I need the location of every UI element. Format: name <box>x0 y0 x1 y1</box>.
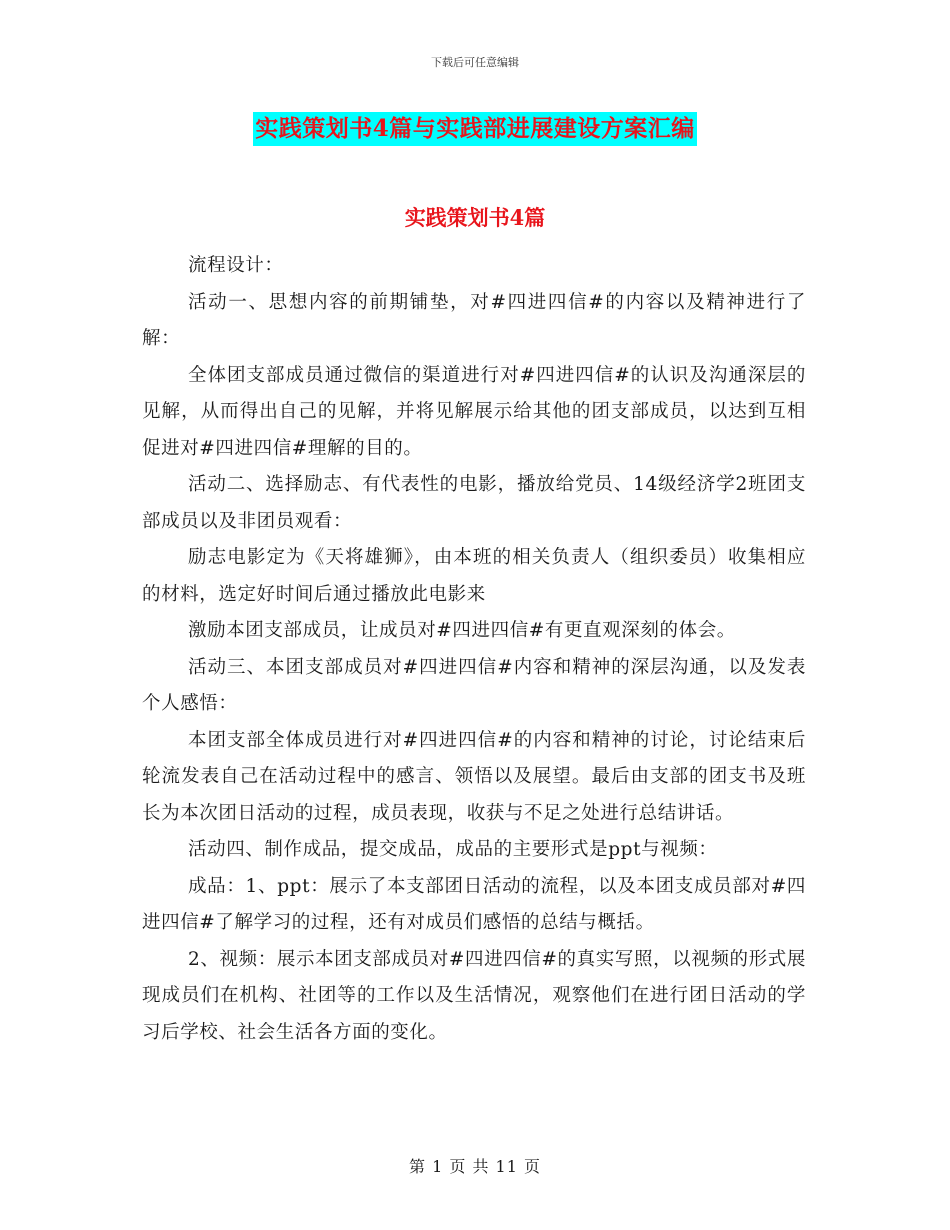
page-number: 第 1 页 共 11 页 <box>409 1157 541 1176</box>
paragraph: 活动一、思想内容的前期铺垫，对#四进四信#的内容以及精神进行了解： <box>142 291 806 349</box>
paragraph: 成品：1、ppt：展示了本支部团日活动的流程，以及本团支成员部对#四进四信#了解学习的过程，还有对成员们感悟的总结与概括。 <box>142 875 806 933</box>
document-body <box>142 248 806 1051</box>
document-title-text: 实践策划书4篇与实践部进展建设方案汇编 <box>253 112 697 146</box>
paragraph: 全体团支部成员通过微信的渠道进行对#四进四信#的认识及沟通深层的见解，从而得出自己的见解，并将见解展示给其他的团支部成员，以达到互相促进对#四进四信#理解的目的。 <box>142 364 806 459</box>
paragraph: 本团支部全体成员进行对#四进四信#的内容和精神的讨论，讨论结束后轮流发表自己在活动过程中的感言、领悟以及展望。最后由支部的团支书及班长为本次团日活动的过程，成员表现，收获与不足之处进行总结讲话。 <box>142 729 806 824</box>
paragraph: 流程设计： <box>188 255 284 276</box>
paragraph: 激励本团支部成员，让成员对#四进四信#有更直观深刻的体会。 <box>188 620 736 641</box>
page-header-note: 下载后可任意编辑 <box>431 56 519 69</box>
section-title: 实践策划书4篇 <box>404 205 546 230</box>
paragraph: 活动二、选择励志、有代表性的电影，播放给党员、14级经济学2班团支部成员以及非团员观看： <box>142 474 806 532</box>
paragraph: 励志电影定为《天将雄狮》，由本班的相关负责人（组织委员）收集相应的材料，选定好时间后通过播放此电影来 <box>142 547 806 605</box>
paragraph: 活动四、制作成品，提交成品，成品的主要形式是ppt与视频： <box>188 839 718 860</box>
document-title <box>0 112 950 146</box>
paragraph: 活动三、本团支部成员对#四进四信#内容和精神的深层沟通，以及发表个人感悟： <box>142 656 806 714</box>
paragraph: 2、视频：展示本团支部成员对#四进四信#的真实写照，以视频的形式展现成员们在机构、社团等的工作以及生活情况，观察他们在进行团日活动的学习后学校、社会生活各方面的变化。 <box>142 948 806 1043</box>
